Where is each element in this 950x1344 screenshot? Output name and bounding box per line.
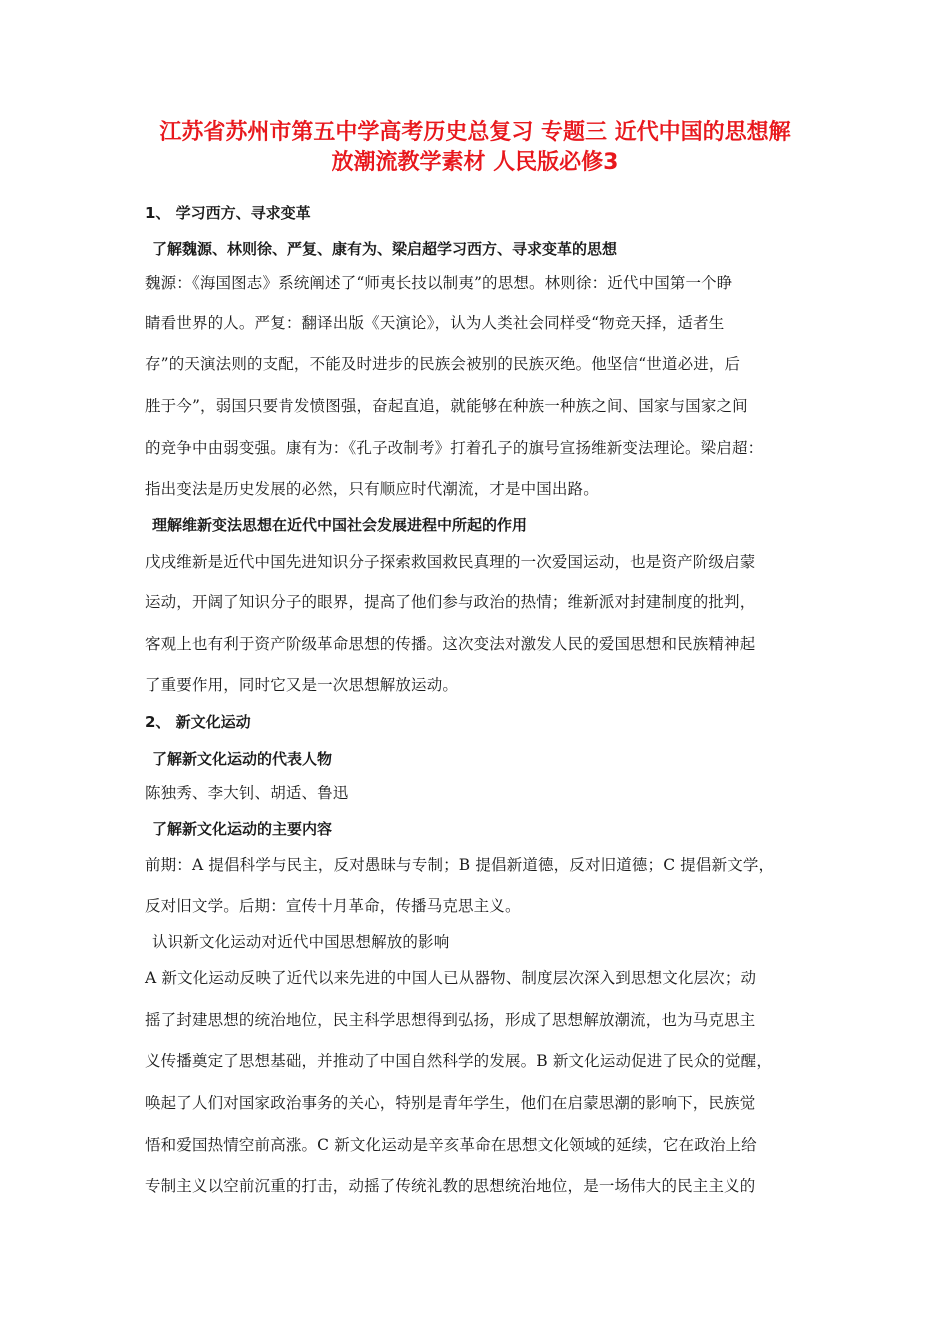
paragraph-line: 反对旧文学。后期：宣传十月革命，传播马克思主义。 xyxy=(145,897,521,915)
section-2-heading: 2、 新文化运动 xyxy=(145,713,251,731)
paragraph-line: 义传播奠定了思想基础，并推动了中国自然科学的发展。B 新文化运动促进了民众的觉醒， xyxy=(145,1052,772,1070)
paragraph-line: 运动，开阔了知识分子的眼界，提高了他们参与政治的热情；维新派对封建制度的批判， xyxy=(145,593,756,611)
paragraph-line: 悟和爱国热情空前高涨。C 新文化运动是辛亥革命在思想文化领域的延续，它在政治上给 xyxy=(145,1136,757,1154)
paragraph-line: 摇了封建思想的统治地位，民主科学思想得到弘扬，形成了思想解放潮流，也为马克思主 xyxy=(145,1011,756,1029)
title-line-1: 江苏省苏州市第五中学高考历史总复习 专题三 近代中国的思想解 xyxy=(159,120,791,145)
section-2-subheading-3: 认识新文化运动对近代中国思想解放的影响 xyxy=(152,933,450,951)
paragraph-line: 指出变法是历史发展的必然，只有顺应时代潮流，才是中国出路。 xyxy=(145,480,599,498)
section-1-subheading-1: 了解魏源、林则徐、严复、康有为、梁启超学习西方、寻求变革的思想 xyxy=(152,240,618,258)
document-title xyxy=(140,118,810,178)
title-line-2: 放潮流教学素材 人民版必修3 xyxy=(331,150,619,175)
paragraph-line: 了重要作用，同时它又是一次思想解放运动。 xyxy=(145,676,459,694)
paragraph-line: 睛看世界的人。严复：翻译出版《天演论》，认为人类社会同样受“物竞天择，适者生 xyxy=(145,314,725,332)
paragraph-line: 戊戌维新是近代中国先进知识分子探索救国救民真理的一次爱国运动，也是资产阶级启蒙 xyxy=(145,553,756,571)
section-1-subheading-2: 理解维新变法思想在近代中国社会发展进程中所起的作用 xyxy=(152,516,528,534)
section-2-subheading-2: 了解新文化运动的主要内容 xyxy=(152,820,333,838)
paragraph-line: 存”的天演法则的支配，不能及时进步的民族会被别的民族灭绝。他坚信“世道必进，后 xyxy=(145,355,741,373)
paragraph-line: 陈独秀、李大钊、胡适、鲁迅 xyxy=(145,784,349,802)
paragraph-line: A 新文化运动反映了近代以来先进的中国人已从器物、制度层次深入到思想文化层次；动 xyxy=(145,969,757,987)
paragraph-line: 专制主义以空前沉重的打击，动摇了传统礼教的思想统治地位，是一场伟大的民主主义的 xyxy=(145,1177,756,1195)
paragraph-line: 唤起了人们对国家政治事务的关心，特别是青年学生，他们在启蒙思潮的影响下，民族觉 xyxy=(145,1094,756,1112)
paragraph-line: 的竞争中由弱变强。康有为：《孔子改制考》打着孔子的旗号宣扬维新变法理论。梁启超： xyxy=(145,439,764,457)
paragraph-line: 前期：A 提倡科学与民主，反对愚昧与专制；B 提倡新道德，反对旧道德；C 提倡新文学， xyxy=(145,856,775,874)
paragraph-line: 客观上也有利于资产阶级革命思想的传播。这次变法对激发人民的爱国思想和民族精神起 xyxy=(145,635,756,653)
section-2-subheading-1: 了解新文化运动的代表人物 xyxy=(152,750,333,768)
section-1-heading: 1、 学习西方、寻求变革 xyxy=(145,204,311,222)
paragraph-line: 魏源：《海国图志》系统阐述了“师夷长技以制夷”的思想。林则徐：近代中国第一个睁 xyxy=(145,274,733,292)
paragraph-line: 胜于今”，弱国只要肯发愤图强，奋起直追，就能够在种族一种族之间、国家与国家之间 xyxy=(145,397,748,415)
